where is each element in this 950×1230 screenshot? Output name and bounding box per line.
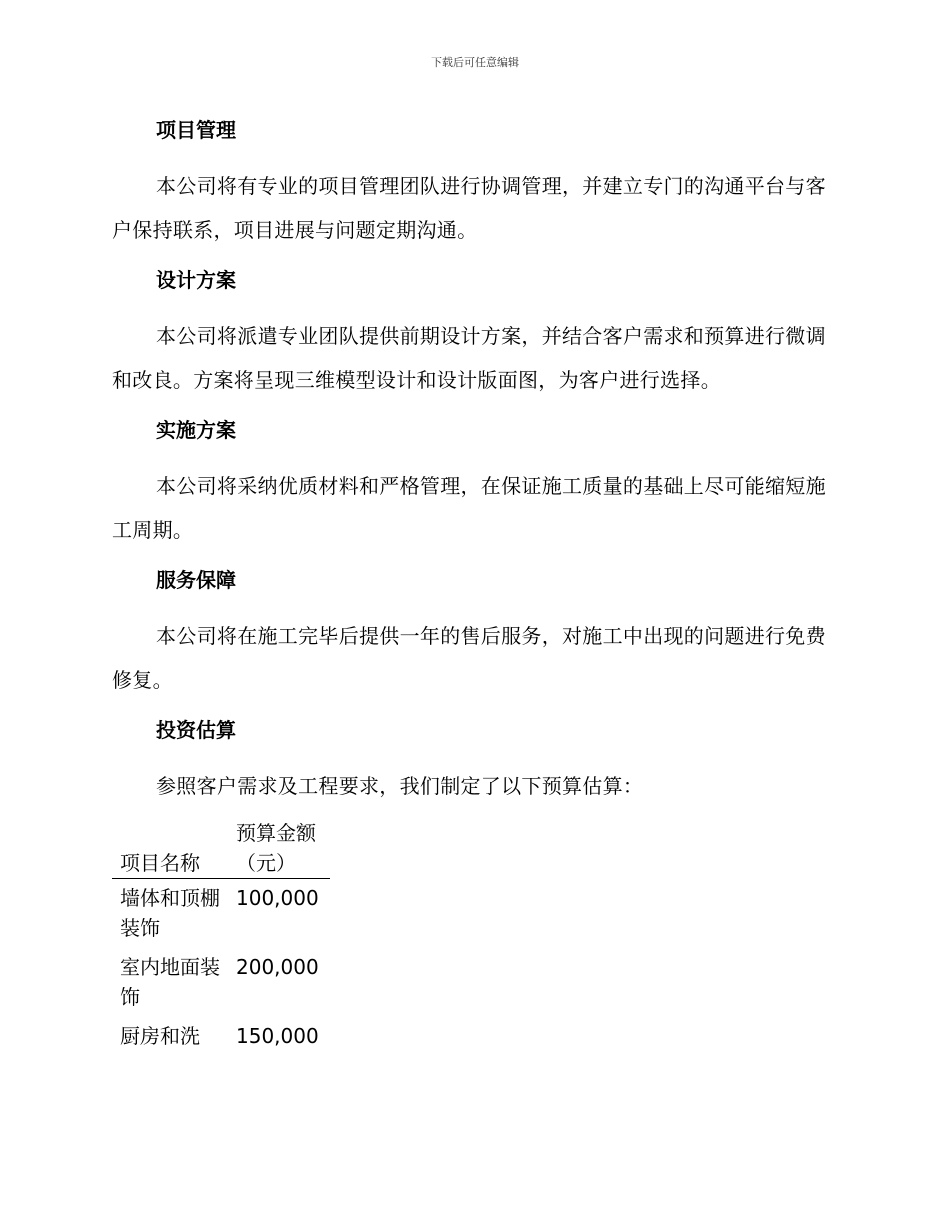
table-row bbox=[112, 1017, 330, 1056]
budget-item-name: 室内地面装饰 bbox=[120, 955, 220, 1009]
budget-item-name: 墙体和顶棚装饰 bbox=[120, 886, 220, 940]
section-heading: 服务保障 bbox=[156, 568, 236, 592]
section-heading: 设计方案 bbox=[156, 268, 236, 292]
budget-item-amount: 100,000 bbox=[236, 886, 319, 910]
budget-item-amount: 150,000 bbox=[236, 1024, 319, 1048]
budget-table-header-amount: 预算金额（元） bbox=[236, 821, 316, 875]
section-paragraph: 本公司将有专业的项目管理团队进行协调管理，并建立专门的沟通平台与客户保持联系，项目进展与问题定期沟通。 bbox=[112, 174, 826, 242]
budget-table-header-item-name: 项目名称 bbox=[120, 851, 200, 875]
section-project-management bbox=[112, 112, 832, 252]
section-paragraph: 本公司将在施工完毕后提供一年的售后服务，对施工中出现的问题进行免费修复。 bbox=[112, 624, 826, 692]
budget-item-name: 厨房和洗 bbox=[120, 1024, 200, 1048]
section-heading: 实施方案 bbox=[156, 418, 236, 442]
section-investment-estimate bbox=[112, 712, 832, 808]
section-paragraph: 参照客户需求及工程要求，我们制定了以下预算估算： bbox=[156, 774, 644, 798]
section-paragraph: 本公司将采纳优质材料和严格管理，在保证施工质量的基础上尽可能缩短施工周期。 bbox=[112, 474, 826, 542]
section-design-plan bbox=[112, 262, 832, 402]
budget-item-amount: 200,000 bbox=[236, 955, 319, 979]
section-paragraph: 本公司将派遣专业团队提供前期设计方案，并结合客户需求和预算进行微调和改良。方案将呈现三维模型设计和设计版面图，为客户进行选择。 bbox=[112, 324, 826, 392]
table-row bbox=[112, 879, 330, 949]
section-service-guarantee bbox=[112, 562, 832, 702]
budget-table bbox=[112, 818, 330, 1056]
budget-table-header-row bbox=[112, 818, 330, 879]
document-body bbox=[112, 112, 832, 1056]
section-implementation-plan bbox=[112, 412, 832, 552]
section-heading: 投资估算 bbox=[156, 718, 236, 742]
page-header-note: 下载后可任意编辑 bbox=[431, 56, 519, 69]
section-heading: 项目管理 bbox=[156, 118, 236, 142]
table-row bbox=[112, 948, 330, 1017]
